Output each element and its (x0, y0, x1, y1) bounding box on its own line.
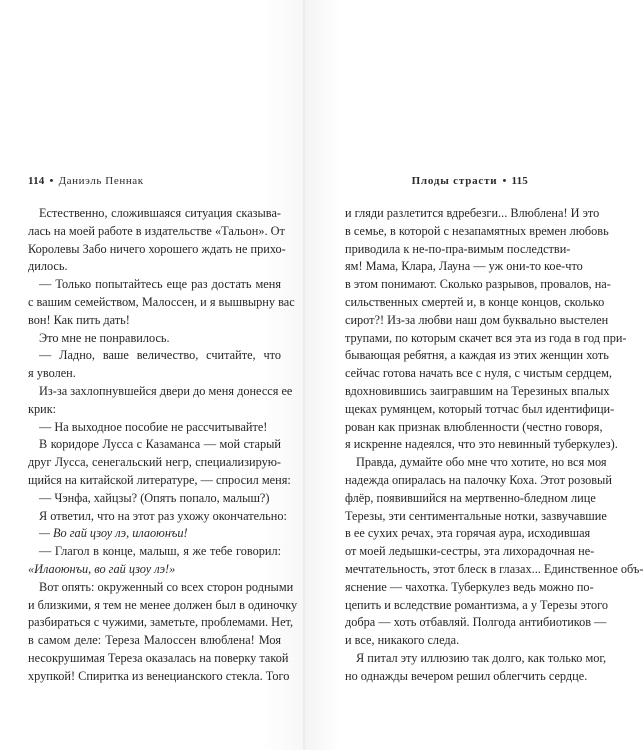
text-line: — Ладно, ваше величество, считайте, что (39, 348, 281, 363)
text-line: — Чэнфа, хайцзы? (Опять попало, малыш?) (39, 490, 270, 505)
text-line: ям! Мама, Клара, Лауна — уж они-то кое-что (345, 259, 583, 274)
right-page (305, 0, 643, 750)
text-line: сирот?! Из-за любви наш дом буквально выстелен (345, 312, 609, 327)
text-line: лась на моей работе в издательстве «Тальон». От (28, 223, 285, 238)
text-line: — Глагол в конце, малыш, я же тебе говорил: (39, 544, 281, 559)
text-line: Я питал эту иллюзию так долго, как только мог, (356, 650, 607, 665)
text-line: вдохновившись заигравшим на Терезиных впалых (345, 383, 610, 398)
left-body-text (28, 205, 298, 686)
text-line: и все, никакого следа. (345, 633, 460, 648)
text-line: щийся на китайской литературе, — спросил меня: (28, 472, 291, 487)
chapter-title: Плоды страсти (411, 175, 498, 187)
text-line: Из-за захлопнувшейся двери до меня донесся ее (39, 383, 293, 398)
left-page (0, 0, 305, 750)
text-line: но однажды вечером решил облегчить сердце. (345, 668, 588, 683)
right-running-head (412, 175, 528, 187)
text-line: и гляди разлетится вдребезги... Влюблена! И это (345, 206, 600, 220)
text-line: Естественно, сложившаяся ситуация сказыва- (39, 206, 281, 220)
text-line: я искренне надеялся, что это невинный туберкулез). (345, 437, 618, 452)
text-line: мечтательность, этот блеск в глазах... Единственное объ- (345, 561, 643, 576)
text-line: в этом понимают. Сколько разрывов, провалов, на- (345, 277, 611, 292)
text-line: бывающая ребятня, а каждая из этих женщин хоть (345, 348, 609, 363)
text-line: дилось. (28, 259, 68, 274)
text-line: несокрушимая Тереза оказалась на поверку такой (28, 650, 289, 665)
text-line: вон! Как пить дать! (28, 312, 130, 327)
text-line: сильственных смертей и, в конце концов, сколько (345, 294, 605, 309)
text-line: В коридоре Лусса с Казаманса — мой старый (39, 437, 281, 452)
text-line: крик: (28, 401, 57, 416)
author-name: Даниэль Пеннак (58, 175, 144, 187)
text-line: разбираться с чужими, заметьте, проблемами. Нет, (28, 615, 294, 630)
right-page-number: 115 (511, 175, 528, 187)
text-line: хрупкой! Спиритка из венецианского стекла. Того (28, 668, 290, 683)
text-line: «Илаоюнъи, во гай цзоу лэ!» (28, 561, 176, 576)
text-line: — На выходное пособие не рассчитывайте! (39, 419, 268, 434)
text-line: сейчас готова начать все с нуля, с чистым сердцем, (345, 366, 612, 381)
text-line: я уволен. (28, 366, 76, 381)
text-line: в самом деле: Тереза Малоссен влюблена! Моя (28, 633, 281, 648)
text-line: Правда, думайте обо мне что хотите, но вся моя (356, 455, 607, 470)
text-line: в семье, в которой с незапамятных времен любовь (345, 223, 609, 238)
text-line: цепить и вследствие романтизма, а у Терезы этого (345, 597, 609, 612)
right-head-separator: • (502, 175, 507, 187)
text-line: надежда опиралась на палочку Коха. Этот розовый (345, 472, 612, 487)
text-line: и близкими, я тем не менее должен был в одиночку (28, 597, 298, 612)
text-line: трупами, по которым скачет вся эта из года в год при- (345, 330, 627, 345)
left-head-separator: • (49, 175, 54, 187)
right-body-text (345, 205, 643, 686)
text-line: щеках румянцем, который тотчас был идентифици- (345, 401, 615, 416)
text-line: в ее сухих речах, эта горячая аура, исходившая (345, 526, 591, 541)
text-line: — Только попытайтесь еще раз достать меня (39, 277, 281, 292)
text-line: приводила к не-по-пра-вимым последстви- (345, 241, 571, 256)
text-line: яснение — чахотка. Туберкулез ведь можно по- (345, 579, 594, 594)
text-line: Терезы, эти сентиментальные нотки, зазвучавшие (345, 508, 607, 523)
text-line: Я ответил, что на этот раз ухожу окончательно: (39, 508, 287, 523)
text-line: Вот опять: окруженный со всех сторон родными (39, 579, 294, 594)
text-line: с вашим семейством, Малоссен, и я вышвырну вас (28, 294, 295, 309)
left-page-number: 114 (28, 175, 45, 187)
text-line: друг Лусса, сенегальский негр, специализирую- (28, 455, 281, 470)
text-line: — Во гай цзоу лэ, илаоюнъи! (39, 526, 188, 541)
text-line: флёр, появившийся на мертвенно-бледном лице (345, 490, 596, 505)
text-line: Это мне не понравилось. (39, 330, 170, 345)
text-line: Королевы Забо ничего хорошего ждать не прихо- (28, 241, 286, 256)
text-line: рован как признак влюбленности (честно говоря, (345, 419, 603, 434)
text-line: добра — хоть отбавляй. Полгода антибиотиков — (345, 615, 607, 630)
text-line: от моей ледышки-сестры, эта лихорадочная не- (345, 544, 595, 559)
left-running-head (28, 175, 144, 187)
